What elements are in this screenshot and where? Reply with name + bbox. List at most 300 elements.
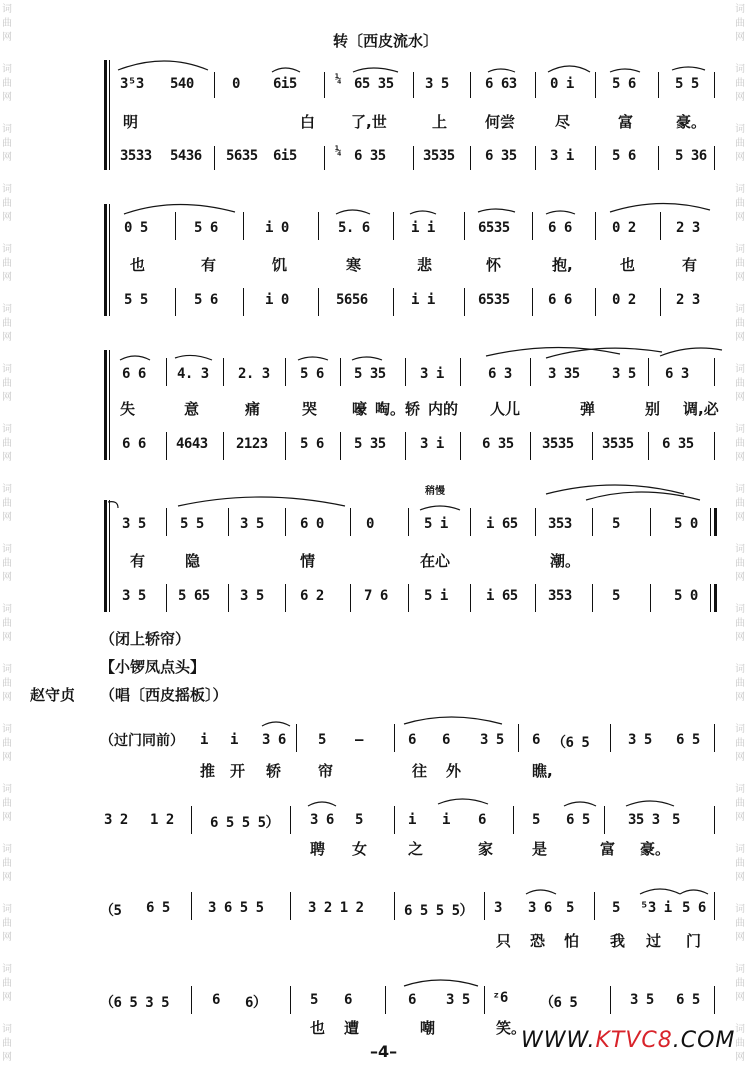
watermark-glyph: 词	[2, 364, 12, 375]
note-group: 5436	[170, 148, 202, 164]
note-group: 6 6	[122, 366, 146, 382]
note-group: 353	[548, 516, 572, 532]
note-group: （5	[100, 903, 122, 919]
watermark-glyph: 词	[735, 424, 745, 435]
watermark-glyph: 曲	[735, 78, 745, 89]
watermark-glyph: 网	[735, 692, 745, 703]
watermark-glyph: 词	[2, 724, 12, 735]
watermark-glyph: 词	[2, 304, 12, 315]
watermark-glyph: 网	[735, 872, 745, 883]
lyric: 白	[300, 113, 316, 131]
lyric: 豪。	[640, 840, 671, 858]
note: 5	[310, 992, 318, 1008]
note: 5	[672, 812, 680, 828]
note: 6	[408, 732, 416, 748]
note-group: 6）	[245, 995, 267, 1011]
note-group: 6 5	[146, 900, 170, 916]
note-group: 3 i	[420, 436, 444, 452]
note-group: 3533	[120, 148, 152, 164]
note-group: 3 5	[425, 76, 449, 92]
watermark-glyph: 词	[2, 664, 12, 675]
lyric: 调,必	[683, 400, 719, 418]
watermark-glyph: 曲	[2, 798, 12, 809]
note-group: 6 6	[548, 292, 572, 308]
watermark-glyph: 网	[2, 32, 12, 43]
note-group: 6i5	[273, 76, 297, 92]
lyric: 哭	[302, 400, 318, 418]
note-group: 0 2	[612, 292, 636, 308]
watermark-glyph: 网	[735, 392, 745, 403]
note-group: 6 5	[676, 992, 700, 1008]
note-group: （6 5 3 5	[100, 995, 170, 1011]
note-group: i 0	[265, 220, 289, 236]
lyric: 是	[532, 840, 548, 858]
watermark-glyph: 网	[2, 272, 12, 283]
watermark-glyph: 曲	[735, 978, 745, 989]
note-group: 6535	[478, 292, 510, 308]
note: 6	[408, 992, 416, 1008]
lyric: 怀	[486, 256, 502, 274]
note-group: 2123	[236, 436, 268, 452]
watermark-glyph: 网	[735, 32, 745, 43]
watermark-glyph: 词	[2, 184, 12, 195]
watermark-glyph: 网	[2, 692, 12, 703]
note: 6	[442, 732, 450, 748]
watermark-glyph: 网	[735, 152, 745, 163]
note-group: 5 5	[124, 292, 148, 308]
stage-direction: （闭上轿帘）	[100, 630, 191, 648]
lyric: 寒	[346, 256, 362, 274]
note-group: 4. 3	[177, 366, 209, 382]
note-group: 3 5	[612, 366, 636, 382]
tempo-marking: 稍慢	[425, 486, 445, 497]
watermark-glyph: 网	[2, 932, 12, 943]
watermark-glyph: 网	[735, 92, 745, 103]
note-group: 3 5	[240, 516, 264, 532]
watermark-glyph: 词	[735, 184, 745, 195]
watermark-glyph: 网	[2, 332, 12, 343]
note: 6	[532, 732, 540, 748]
watermark-glyph: 网	[735, 752, 745, 763]
note-group: 5 0	[674, 516, 698, 532]
time-signature: ¼	[335, 144, 342, 157]
note-group: 5	[612, 516, 620, 532]
lyric: 富	[600, 840, 616, 858]
note-group: ⁵3 i	[640, 900, 672, 916]
note: i	[442, 812, 450, 828]
note-group: 0	[366, 516, 374, 532]
note-group: 3535	[423, 148, 455, 164]
note-group: 6 35	[662, 436, 694, 452]
note: 6	[212, 992, 220, 1008]
note-group: 5656	[336, 292, 368, 308]
note-group: 5. 6	[338, 220, 370, 236]
watermark-glyph: 词	[735, 964, 745, 975]
watermark-glyph: 网	[2, 1052, 12, 1063]
lyric: 门	[686, 932, 702, 950]
note-group: 5 6	[194, 292, 218, 308]
lyric: 人儿	[490, 400, 521, 418]
note-group: 5 5	[675, 76, 699, 92]
note-group: 5 6	[194, 220, 218, 236]
note: 3	[494, 900, 502, 916]
watermark-glyph: 词	[735, 4, 745, 15]
lyric: 有	[201, 256, 217, 274]
watermark-glyph: 曲	[735, 138, 745, 149]
lyric: 隐	[185, 552, 201, 570]
note-group: 6 3	[665, 366, 689, 382]
watermark-glyph: 网	[735, 512, 745, 523]
watermark-glyph: 词	[735, 724, 745, 735]
watermark-glyph: 曲	[2, 498, 12, 509]
lyric: 家	[478, 840, 494, 858]
note-group: 5 5	[180, 516, 204, 532]
watermark-glyph: 词	[2, 424, 12, 435]
speaker-name: 赵守贞	[30, 686, 76, 704]
watermark-glyph: 网	[2, 812, 12, 823]
watermark-glyph: 曲	[735, 618, 745, 629]
watermark-glyph: 曲	[735, 258, 745, 269]
note-group: 3535	[542, 436, 574, 452]
note-group: 3 i	[420, 366, 444, 382]
note: 5	[318, 732, 326, 748]
watermark-glyph: 网	[2, 92, 12, 103]
watermark-glyph: 词	[735, 544, 745, 555]
note-group: i 0	[265, 292, 289, 308]
lyric: 也	[310, 1019, 326, 1037]
note-group: i 65	[486, 516, 518, 532]
note-group: 5 6	[300, 436, 324, 452]
watermark-glyph: 曲	[735, 18, 745, 29]
note: i	[230, 732, 238, 748]
watermark-glyph: 曲	[735, 798, 745, 809]
note-group: 5635	[226, 148, 258, 164]
percussion-cue: 【小锣凤点头】	[100, 658, 206, 676]
watermark-glyph: 曲	[735, 918, 745, 929]
watermark-glyph: 曲	[2, 1038, 12, 1049]
watermark-glyph: 曲	[2, 138, 12, 149]
lyric: 上	[432, 113, 448, 131]
note-group: 3 6 5 5	[208, 900, 264, 916]
note-group: （6 5	[552, 735, 590, 751]
note-group: 3 6	[528, 900, 552, 916]
watermark-glyph: 曲	[2, 978, 12, 989]
lyric: 外	[446, 762, 462, 780]
watermark-glyph: 网	[735, 932, 745, 943]
lyric: 也	[130, 256, 146, 274]
note-group: 5	[612, 588, 620, 604]
watermark-glyph: 网	[735, 632, 745, 643]
note-group: 6 5	[676, 732, 700, 748]
watermark-glyph: 曲	[735, 858, 745, 869]
lyric: 帘	[318, 762, 334, 780]
site-prefix: WWW.	[521, 1028, 596, 1053]
lyric: 失	[120, 400, 136, 418]
note-group: 65 35	[354, 76, 394, 92]
note-group: 5 i	[424, 516, 448, 532]
note: 5	[355, 812, 363, 828]
watermark-glyph: 词	[735, 484, 745, 495]
note-group: 353	[548, 588, 572, 604]
watermark-glyph: 词	[2, 244, 12, 255]
note-group: 3 2 1 2	[308, 900, 364, 916]
watermark-glyph: 词	[2, 784, 12, 795]
note-group: 6 6	[122, 436, 146, 452]
note-group: 6 5 5 5）	[404, 903, 474, 919]
watermark-glyph: 曲	[735, 738, 745, 749]
watermark-glyph: 曲	[2, 198, 12, 209]
watermark-glyph: 词	[735, 664, 745, 675]
note-group: 1 2	[150, 812, 174, 828]
note-group: 5 35	[354, 366, 386, 382]
watermark-glyph: 词	[2, 4, 12, 15]
watermark-glyph: 词	[735, 784, 745, 795]
watermark-glyph: 曲	[735, 438, 745, 449]
watermark-glyph: 网	[2, 572, 12, 583]
watermark-glyph: 网	[2, 992, 12, 1003]
note-group: 35 3	[628, 812, 660, 828]
lyric: 明	[123, 113, 139, 131]
note-group: 0 2	[612, 220, 636, 236]
time-signature: ¼	[335, 72, 342, 85]
note-group: i i	[411, 220, 435, 236]
lyric: 别	[645, 400, 661, 418]
watermark-glyph: 词	[2, 1024, 12, 1035]
lyric: 往	[412, 762, 428, 780]
note-group: i i	[411, 292, 435, 308]
note-group: 3 6	[262, 732, 286, 748]
lyric: 嘲	[420, 1019, 436, 1037]
lyric: 过	[646, 932, 662, 950]
lyric: 之	[408, 840, 424, 858]
lyric: 瞧,	[532, 762, 553, 780]
note-group: 6 0	[300, 516, 324, 532]
site-brand: KTVC8	[595, 1028, 673, 1053]
lyric: 聘	[310, 840, 326, 858]
watermark-glyph: 网	[2, 872, 12, 883]
watermark-glyph: 曲	[2, 258, 12, 269]
note: 6	[478, 812, 486, 828]
note-group: 3535	[602, 436, 634, 452]
lyric: 怕	[564, 932, 580, 950]
watermark-glyph: 词	[2, 964, 12, 975]
note-group: 3⁵3	[120, 76, 144, 92]
note-group: 3 5	[630, 992, 654, 1008]
lyric: 开	[230, 762, 246, 780]
section-title: 转〔西皮流水〕	[333, 32, 439, 50]
watermark-glyph: 曲	[2, 438, 12, 449]
note-group: 2 3	[676, 292, 700, 308]
lyric: 笑。	[496, 1019, 527, 1037]
watermark-glyph: 词	[735, 364, 745, 375]
note: i	[408, 812, 416, 828]
watermark-glyph: 词	[2, 904, 12, 915]
note-group: 5 36	[675, 148, 707, 164]
watermark-glyph: 网	[735, 812, 745, 823]
note-group: 3 5	[628, 732, 652, 748]
note-group: 5 65	[178, 588, 210, 604]
lyric: 轿	[266, 762, 282, 780]
lyric: 我	[610, 932, 626, 950]
lyric: 何尝	[485, 113, 516, 131]
note-group: 6 6	[548, 220, 572, 236]
watermark-glyph: 曲	[2, 318, 12, 329]
lyric: 内的	[428, 400, 459, 418]
watermark-glyph: 词	[735, 1024, 745, 1035]
watermark-glyph: 曲	[2, 918, 12, 929]
watermark-glyph: 词	[2, 604, 12, 615]
watermark-glyph: 曲	[2, 858, 12, 869]
note-group: 0	[232, 76, 240, 92]
note-group: 6 35	[482, 436, 514, 452]
watermark-glyph: 词	[2, 124, 12, 135]
note-group: 6 5 5 5）	[210, 815, 280, 831]
watermark-glyph: 网	[2, 752, 12, 763]
watermark-glyph: 网	[735, 332, 745, 343]
lyric: 悲	[417, 256, 433, 274]
watermark-glyph: 曲	[2, 18, 12, 29]
watermark-glyph: 曲	[735, 558, 745, 569]
note-group: 2. 3	[238, 366, 270, 382]
note-group: 6i5	[273, 148, 297, 164]
watermark-glyph: 词	[735, 304, 745, 315]
note-group: 5 6	[612, 148, 636, 164]
note-group: 6 63	[485, 76, 517, 92]
site-suffix: .COM	[672, 1028, 736, 1053]
note-group: 5 i	[424, 588, 448, 604]
note-group: 3 i	[550, 148, 574, 164]
lyric: 恐	[530, 932, 546, 950]
note-group: 6535	[478, 220, 510, 236]
note: 6	[344, 992, 352, 1008]
lyric: 也	[620, 256, 636, 274]
interlude-note: （过门同前）	[100, 733, 184, 749]
watermark-glyph: 网	[2, 392, 12, 403]
watermark-glyph: 曲	[735, 378, 745, 389]
lyric: 有	[682, 256, 698, 274]
lyric: 情	[300, 552, 316, 570]
note-group: 3 6	[310, 812, 334, 828]
lyric: 嚎	[352, 400, 368, 418]
note-group: 3 5	[480, 732, 504, 748]
watermark-glyph: 词	[2, 544, 12, 555]
note-group: 3 5	[240, 588, 264, 604]
watermark-glyph: 词	[735, 244, 745, 255]
lyric: 弹	[580, 400, 596, 418]
note-group: 6 5	[566, 812, 590, 828]
watermark-glyph: 曲	[2, 618, 12, 629]
watermark-glyph: 网	[735, 272, 745, 283]
watermark-glyph: 曲	[2, 738, 12, 749]
lyric: 意	[184, 400, 200, 418]
note-group: 4643	[176, 436, 208, 452]
watermark-glyph: 网	[735, 1052, 745, 1063]
watermark-glyph: 词	[2, 844, 12, 855]
watermark-glyph: 曲	[735, 678, 745, 689]
lyric: 只	[496, 932, 512, 950]
watermark-glyph: 曲	[2, 678, 12, 689]
note-group: 540	[170, 76, 194, 92]
note-group: 3 2	[104, 812, 128, 828]
lyric: 潮。	[550, 552, 581, 570]
watermark-glyph: 词	[735, 604, 745, 615]
note: 5	[612, 900, 620, 916]
lyric: 抱,	[552, 256, 573, 274]
stage-direction: （唱〔西皮摇板〕）	[100, 686, 228, 704]
note: ᶻ6	[492, 990, 508, 1006]
page-number: –4–	[370, 1042, 398, 1061]
note-group: 3 5	[446, 992, 470, 1008]
note-group: 3 35	[548, 366, 580, 382]
watermark-glyph: 曲	[735, 318, 745, 329]
note-group: 5 35	[354, 436, 386, 452]
watermark-glyph: 曲	[2, 78, 12, 89]
watermark-glyph: 网	[2, 452, 12, 463]
lyric: 遭	[344, 1019, 360, 1037]
note-group: 0 5	[124, 220, 148, 236]
lyric: 啕。轿	[375, 400, 421, 418]
watermark-glyph: 词	[2, 484, 12, 495]
note-group: 5 6	[612, 76, 636, 92]
lyric: 在心	[420, 552, 451, 570]
watermark-glyph: 网	[735, 992, 745, 1003]
note-group: 6 2	[300, 588, 324, 604]
lyric: 女	[352, 840, 368, 858]
watermark-glyph: 词	[2, 64, 12, 75]
note: 5	[566, 900, 574, 916]
watermark-glyph: 词	[735, 904, 745, 915]
note-group: （6 5	[540, 995, 578, 1011]
watermark-glyph: 曲	[2, 378, 12, 389]
lyric: 豪。	[676, 113, 707, 131]
note-group: 7 6	[364, 588, 388, 604]
watermark-glyph: 曲	[735, 198, 745, 209]
watermark-glyph: 曲	[2, 558, 12, 569]
note-group: 6 35	[485, 148, 517, 164]
watermark-glyph: 网	[2, 632, 12, 643]
watermark-glyph: 词	[735, 844, 745, 855]
watermark-glyph: 网	[735, 572, 745, 583]
note-group: 3 5	[122, 516, 146, 532]
watermark-glyph: 网	[2, 212, 12, 223]
watermark-glyph: 词	[735, 64, 745, 75]
lyric: 痛	[245, 400, 261, 418]
watermark-glyph: 曲	[735, 1038, 745, 1049]
lyric: 了,世	[351, 113, 387, 131]
watermark-glyph: 词	[735, 124, 745, 135]
note-group: i 65	[486, 588, 518, 604]
note: i	[200, 732, 208, 748]
note-group: 0 i	[550, 76, 574, 92]
note-group: 3 5	[122, 588, 146, 604]
lyric: 富	[618, 113, 634, 131]
lyric: 饥	[272, 256, 288, 274]
note: 5	[532, 812, 540, 828]
note-group: 5 6	[682, 900, 706, 916]
note-group: 5 6	[300, 366, 324, 382]
lyric: 推	[200, 762, 216, 780]
watermark-glyph: 网	[2, 512, 12, 523]
watermark-glyph: 网	[735, 212, 745, 223]
dash: –	[355, 732, 363, 748]
lyric: 尽	[555, 113, 571, 131]
note-group: 2 3	[676, 220, 700, 236]
note-group: 6 35	[354, 148, 386, 164]
watermark-glyph: 网	[735, 452, 745, 463]
watermark-glyph: 网	[2, 152, 12, 163]
lyric: 有	[130, 552, 146, 570]
note-group: 5 0	[674, 588, 698, 604]
